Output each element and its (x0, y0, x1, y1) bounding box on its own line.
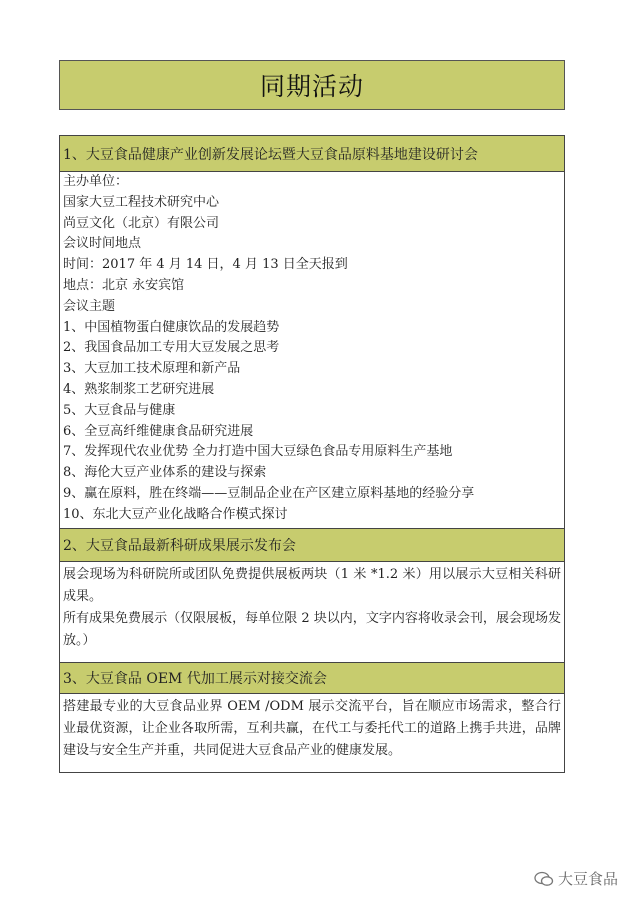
title-banner (59, 60, 565, 110)
watermark-text: 大豆食品 (557, 870, 618, 888)
section-1-line: 2、我国食品加工专用大豆发展之思考 (63, 340, 280, 356)
section-2-body (60, 564, 564, 652)
section-3-paragraph: 搭建最专业的大豆食品业界 OEM /ODM 展示交流平台，旨在顺应市场需求，整合行业最优资源，让企业各取所需，互利共赢，在代工与委托代工的道路上携手共进，品牌建设与安全生产并重，共同促进大豆食品产业的健康发展。 (63, 699, 561, 758)
section-1-line: 6、全豆高纤维健康食品研究进展 (63, 423, 254, 439)
wechat-icon (534, 871, 554, 887)
section-1-line: 地点：北京 永安宾馆 (63, 277, 185, 293)
section-1-line: 1、中国植物蛋白健康饮品的发展趋势 (63, 319, 280, 335)
section-2-paragraph: 所有成果免费展示（仅限展板，每单位限 2 块以内，文字内容将收录会刊，展会现场发放。） (63, 611, 561, 648)
section-1-line: 4、熟浆制浆工艺研究进展 (63, 381, 215, 397)
watermark (534, 868, 618, 889)
section-1-line: 尚豆文化（北京）有限公司 (63, 215, 220, 231)
section-1-body (60, 172, 564, 526)
section-3-heading: 3、大豆食品 OEM 代加工展示对接交流会 (60, 662, 564, 694)
section-2-heading: 2、大豆食品最新科研成果展示发布会 (60, 528, 564, 562)
section-1-line: 国家大豆工程技术研究中心 (63, 194, 220, 210)
activities-table (59, 135, 565, 773)
section-1-line: 3、大豆加工技术原理和新产品 (63, 361, 241, 377)
section-1-line: 7、发挥现代农业优势 全力打造中国大豆绿色食品专用原料生产基地 (63, 444, 453, 460)
section-2-paragraph: 展会现场为科研院所或团队免费提供展板两块（1 米 *1.2 米）用以展示大豆相关科研成果。 (63, 567, 561, 604)
section-1-line: 会议时间地点 (63, 236, 142, 252)
section-1-line: 9、赢在原料，胜在终端——豆制品企业在产区建立原料基地的经验分享 (63, 485, 475, 501)
section-1-line: 时间：2017 年 4 月 14 日，4 月 13 日全天报到 (63, 257, 348, 273)
section-3-body (60, 696, 564, 762)
section-1-line: 主办单位： (63, 174, 129, 189)
section-1-line: 会议主题 (63, 298, 116, 314)
page-title: 同期活动 (259, 72, 364, 101)
section-1-line: 10、东北大豆产业化战略合作模式探讨 (63, 506, 288, 522)
section-1-line: 8、海伦大豆产业体系的建设与探索 (63, 465, 267, 481)
section-1-heading: 1、大豆食品健康产业创新发展论坛暨大豆食品原料基地建设研讨会 (60, 136, 564, 172)
section-1-line: 5、大豆食品与健康 (63, 402, 176, 418)
